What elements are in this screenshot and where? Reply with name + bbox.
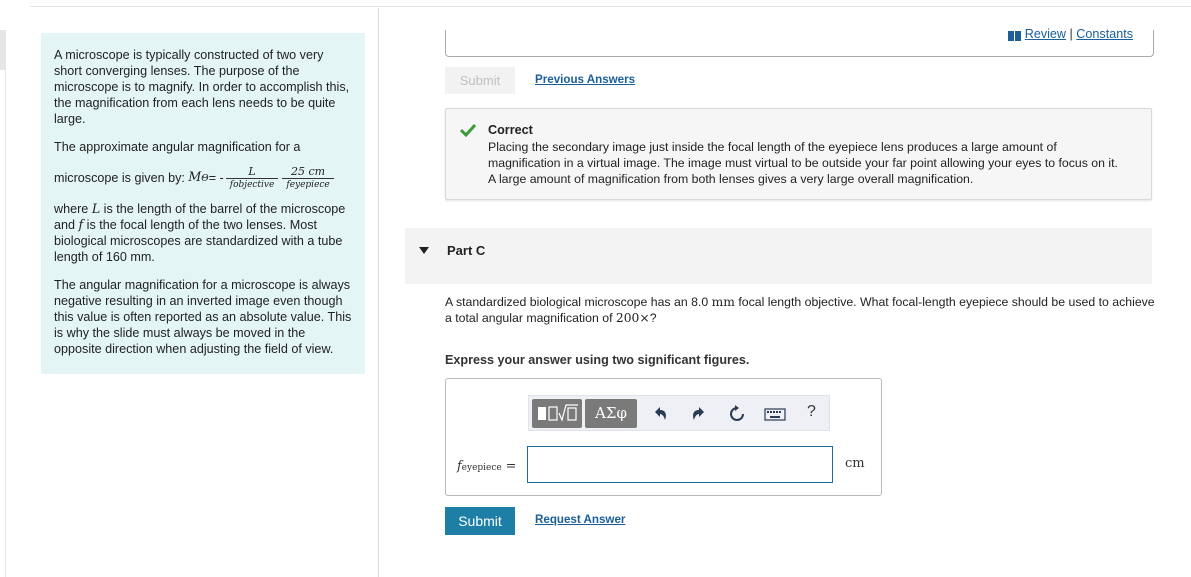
answer-variable-label: feyepiece = xyxy=(457,458,517,473)
part-c-header[interactable] xyxy=(405,228,1152,284)
greek-symbols-button[interactable]: ΑΣφ xyxy=(585,399,637,428)
review-link[interactable]: Review xyxy=(1024,27,1067,41)
request-answer-link[interactable]: Request Answer xyxy=(535,513,626,526)
help-button[interactable]: ? xyxy=(807,403,816,420)
magnification-formula xyxy=(54,155,352,201)
answer-unit: cm xyxy=(845,456,865,471)
redo-icon[interactable] xyxy=(689,404,709,424)
intro-paragraph-2-rest: where L is the length of the barrel of the microscope and f is the focal length of the two lenses. Most biological microscopes are standardized with a tube length of 160 mm. xyxy=(54,201,346,264)
intro-paragraph-3: The angular magnification for a microscope is always negative resulting in an inverted image even though this value is often reported as an absolute value. This is why the slide must always be moved in the opposite direction when adjusting the field of view. xyxy=(54,278,352,356)
keyboard-icon[interactable] xyxy=(764,404,786,424)
intro-paragraph-2-start: The approximate angular magnification for a xyxy=(54,140,301,154)
formula-equals: = - xyxy=(208,171,224,185)
part-c-submit-button[interactable]: Submit xyxy=(445,507,515,535)
previous-answers-link[interactable]: Previous Answers xyxy=(535,73,636,86)
intro-panel xyxy=(41,33,365,374)
feedback-correct xyxy=(445,108,1152,200)
part-c-label: Part C xyxy=(447,243,486,258)
fraction-objective: $\frac{L}{\text{fobjective}}$ xyxy=(228,165,277,192)
templates-button[interactable] xyxy=(532,399,582,428)
answer-input[interactable] xyxy=(527,446,833,483)
constants-link[interactable]: Constants xyxy=(1076,27,1133,41)
feedback-message: Placing the secondary image just inside the focal length of the eyepiece lens produces a large amount of magnification in a virtual image. The image must virtual to be outside your far point allowing your eyes to focus on it. A large amount of magnification from both lenses gives a very large overall magnification. xyxy=(488,140,1118,186)
top-border xyxy=(30,6,1191,7)
review-constants-bar: Review | Constants xyxy=(1008,27,1133,41)
part-b-submit-button[interactable]: Submit xyxy=(445,67,515,94)
checkmark-icon xyxy=(460,123,476,137)
reset-icon[interactable] xyxy=(727,404,747,424)
feedback-title: Correct xyxy=(488,123,533,137)
column-divider xyxy=(378,8,379,577)
formula-lead-text: microscope is given by: xyxy=(54,171,185,185)
left-edge-line xyxy=(5,30,6,577)
part-c-question: A standardized biological microscope has an 8.0 mm focal length objective. What focal-length eyepiece should be used to achieve a total angular magnification of 200×? xyxy=(445,295,1155,325)
formula-lhs: MΘ xyxy=(188,169,209,184)
intro-paragraph-1: A microscope is typically constructed of two very short converging lenses. The purpose of the microscope is to magnify. In order to accomplish this, the magnification from each lens needs to be quite large. xyxy=(54,48,350,126)
fraction-eyepiece: $\frac{25 cm}{\text{feyepiece}}$ xyxy=(284,165,331,192)
undo-icon[interactable] xyxy=(650,404,670,424)
answer-instruction: Express your answer using two significant figures. xyxy=(445,353,750,367)
templates-icon xyxy=(532,399,582,428)
previous-answer-box xyxy=(445,30,1154,57)
collapse-arrow-icon[interactable] xyxy=(419,247,429,254)
